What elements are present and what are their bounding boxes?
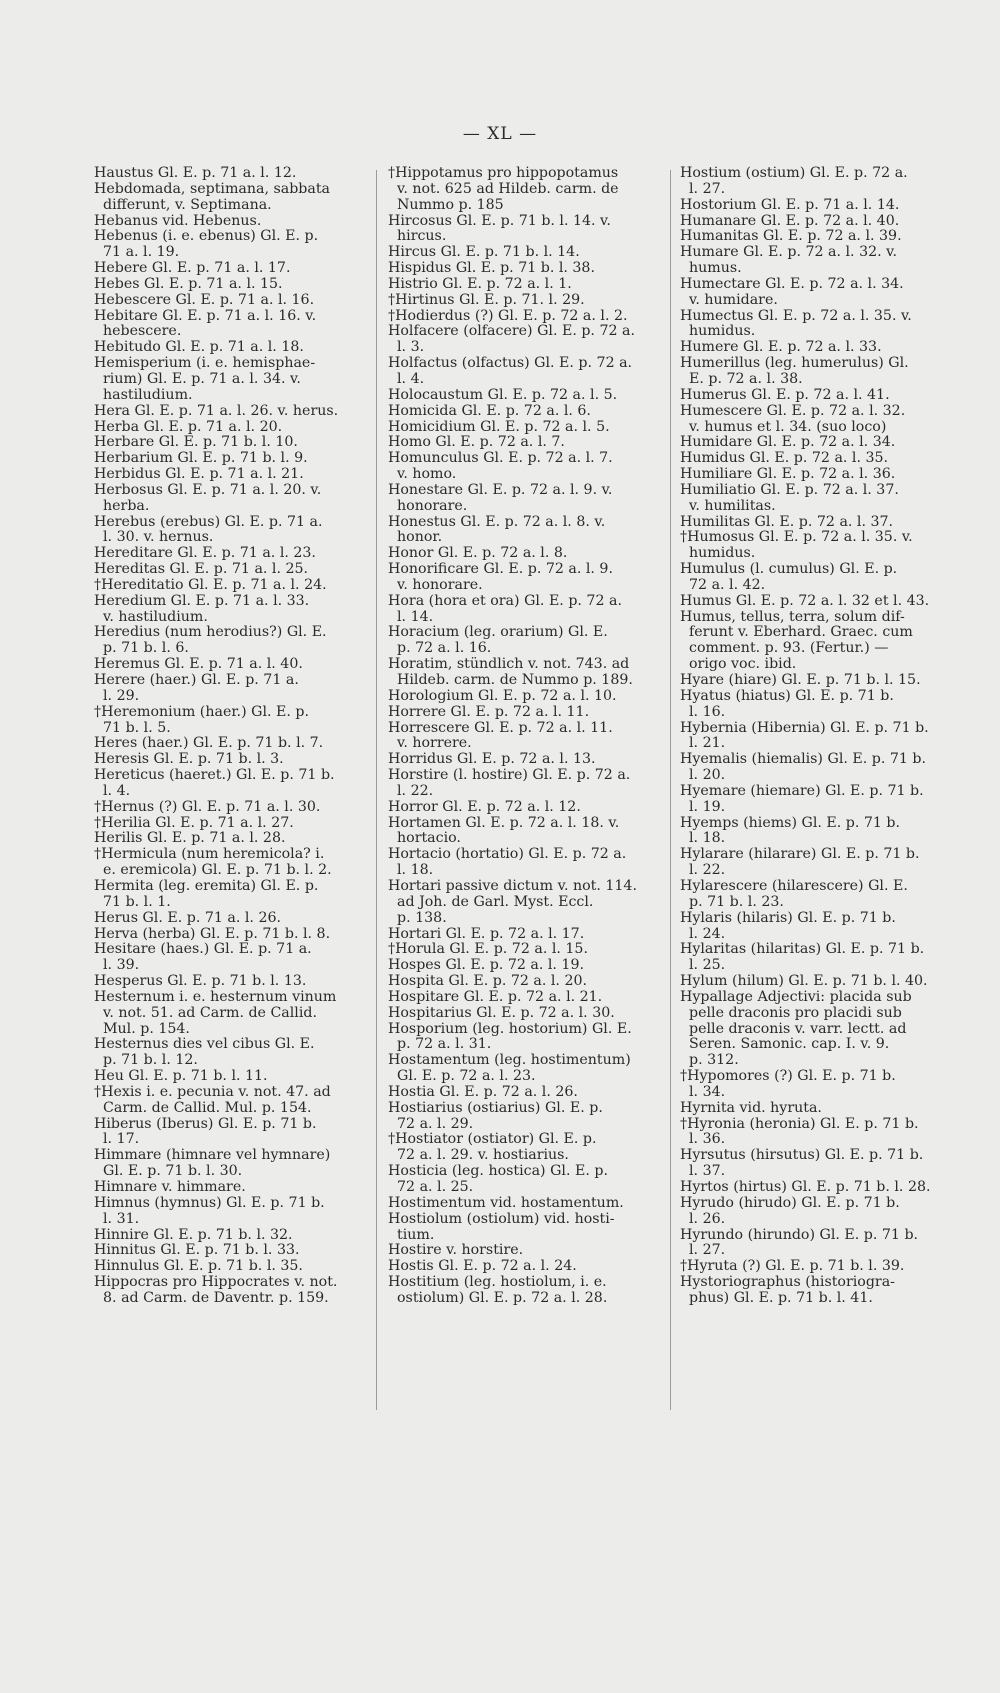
index-column-middle: †Hippotamus pro hippopotamus v. not. 625 ad Hildeb. carm. de Nummo p. 185 Hircosus Gl. E. p. 71 b. l. 14. v. hircus. Hircus Gl. E. p. 71 b. l. 14. Hispidus Gl. E. p. 71 b. l. 38. Histrio Gl. E. p. 72 a. l. 1. †Hirtinus Gl. E. p. 71. l. 29. †Hodierdus (?) Gl. E. p. 72 a. l. 2. Holfacere (olfacere) Gl. E. p. 72 a. l. 3. Holfactus (olfactus) Gl. E. p. 72 a. l. 4. Holocaustum Gl. E. p. 72 a. l. 5. Homicida Gl. E. p. 72 a. l. 6. Homicidium Gl. E. p. 72 a. l. 5. Homo Gl. E. p. 72 a. l. 7. Homunculus Gl. E. p. 72 a. l. 7. v. homo. Honestare Gl. E. p. 72 a. l. 9. v. honorare. Honestus Gl. E. p. 72 a. l. 8. v. honor. Honor Gl. E. p. 72 a. l. 8. Honorificare Gl. E. p. 72 a. l. 9. v. honorare. Hora (hora et ora) Gl. E. p. 72 a. l. 14. Horacium (leg. orarium) Gl. E. p. 72 a. l. 16. Horatim, stündlich v. not. 743. ad Hildeb. carm. de Nummo p. 189. Horologium Gl. E. p. 72 a. l. 10. Horrere Gl. E. p. 72 a. l. 11. Horrescere Gl. E. p. 72 a. l. 11. v. horrere. Horridus Gl. E. p. 72 a. l. 13. Horstire (l. hostire) Gl. E. p. 72 a. l. 22. Horror Gl. E. p. 72 a. l. 12. Hortamen Gl. E. p. 72 a. l. 18. v. hortacio. Hortacio (hortatio) Gl. E. p. 72 a. l. 18. Hortari passive dictum v. not. 114. ad Joh. de Garl. Myst. Eccl. p. 138. Hortari Gl. E. p. 72 a. l. 17. †Horula Gl. E. p. 72 a. l. 15. Hospes Gl. E. p. 72 a. l. 19. Hospita Gl. E. p. 72 a. l. 20. Hospitare Gl. E. p. 72 a. l. 21. Hospitarius Gl. E. p. 72 a. l. 30. Hosporium (leg. hostorium) Gl. E. p. 72 a. l. 31. Hostamentum (leg. hostimentum) Gl. E. p. 72 a. l. 23. Hostia Gl. E. p. 72 a. l. 26. Hostiarius (ostiarius) Gl. E. p. 72 a. l. 29. †Hostiator (ostiator) Gl. E. p. 72 a. l. 29. v. hostiarius. Hosticia (leg. hostica) Gl. E. p. 72 a. l. 25. Hostimentum vid. hostamentum. Hostiolum (ostiolum) vid. hosti- tium. Hostire v. horstire. Hostis Gl. E. p. 72 a. l. 24. Hostitium (leg. hostiolum, i. e. ostiolum) Gl. E. p. 72 a. l. 28. bbox=[388, 165, 637, 1306]
index-column-right: Hostium (ostium) Gl. E. p. 72 a. l. 27. Hostorium Gl. E. p. 71 a. l. 14. Humanare Gl. E. p. 72 a. l. 40. Humanitas Gl. E. p. 72 a. l. 39. Humare Gl. E. p. 72 a. l. 32. v. humus. Humectare Gl. E. p. 72 a. l. 34. v. humidare. Humectus Gl. E. p. 72 a. l. 35. v. humidus. Humere Gl. E. p. 72 a. l. 33. Humerillus (leg. humerulus) Gl. E. p. 72 a. l. 38. Humerus Gl. E. p. 72 a. l. 41. Humescere Gl. E. p. 72 a. l. 32. v. humus et l. 34. (suo loco) Humidare Gl. E. p. 72 a. l. 34. Humidus Gl. E. p. 72 a. l. 35. Humiliare Gl. E. p. 72 a. l. 36. Humiliatio Gl. E. p. 72 a. l. 37. v. humilitas. Humilitas Gl. E. p. 72 a. l. 37. †Humosus Gl. E. p. 72 a. l. 35. v. humidus. Humulus (l. cumulus) Gl. E. p. 72 a. l. 42. Humus Gl. E. p. 72 a. l. 32 et l. 43. Humus, tellus, terra, solum dif- ferunt v. Eberhard. Graec. cum comment. p. 93. (Fertur.) — origo voc. ibid. Hyare (hiare) Gl. E. p. 71 b. l. 15. Hyatus (hiatus) Gl. E. p. 71 b. l. 16. Hybernia (Hibernia) Gl. E. p. 71 b. l. 21. Hyemalis (hiemalis) Gl. E. p. 71 b. l. 20. Hyemare (hiemare) Gl. E. p. 71 b. l. 19. Hyemps (hiems) Gl. E. p. 71 b. l. 18. Hylarare (hilarare) Gl. E. p. 71 b. l. 22. Hylarescere (hilarescere) Gl. E. p. 71 b. l. 23. Hylaris (hilaris) Gl. E. p. 71 b. l. 24. Hylaritas (hilaritas) Gl. E. p. 71 b. l. 25. Hylum (hilum) Gl. E. p. 71 b. l. 40. Hypallage Adjectivi: placida sub pelle draconis pro placidi sub pelle draconis v. varr. lectt. ad Seren. Samonic. cap. I. v. 9. p. 312. †Hypomores (?) Gl. E. p. 71 b. l. 34. Hyrnita vid. hyruta. †Hyronia (heronia) Gl. E. p. 71 b. l. 36. Hyrsutus (hirsutus) Gl. E. p. 71 b. l. 37. Hyrtos (hirtus) Gl. E. p. 71 b. l. 28. Hyrudo (hirudo) Gl. E. p. 71 b. l. 26. Hyrundo (hirundo) Gl. E. p. 71 b. l. 27. †Hyruta (?) Gl. E. p. 71 b. l. 39. Hystoriographus (historiogra- phus) Gl. E. p. 71 b. l. 41. bbox=[680, 165, 931, 1306]
column-divider bbox=[376, 170, 377, 1410]
index-column-left: Haustus Gl. E. p. 71 a. l. 12. Hebdomada, septimana, sabbata differunt, v. Septimana. Hebanus vid. Hebenus. Hebenus (i. e. ebenus) Gl. E. p. 71 a. l. 19. Hebere Gl. E. p. 71 a. l. 17. Hebes Gl. E. p. 71 a. l. 15. Hebescere Gl. E. p. 71 a. l. 16. Hebitare Gl. E. p. 71 a. l. 16. v. hebescere. Hebitudo Gl. E. p. 71 a. l. 18. Hemisperium (i. e. hemisphae- rium) Gl. E. p. 71 a. l. 34. v. hastiludium. Hera Gl. E. p. 71 a. l. 26. v. herus. Herba Gl. E. p. 71 a. l. 20. Herbare Gl. E. p. 71 b. l. 10. Herbarium Gl. E. p. 71 b. l. 9. Herbidus Gl. E. p. 71 a. l. 21. Herbosus Gl. E. p. 71 a. l. 20. v. herba. Herebus (erebus) Gl. E. p. 71 a. l. 30. v. hernus. Hereditare Gl. E. p. 71 a. l. 23. Hereditas Gl. E. p. 71 a. l. 25. †Hereditatio Gl. E. p. 71 a. l. 24. Heredium Gl. E. p. 71 a. l. 33. v. hastiludium. Heredius (num herodius?) Gl. E. p. 71 b. l. 6. Heremus Gl. E. p. 71 a. l. 40. Herere (haer.) Gl. E. p. 71 a. l. 29. †Heremonium (haer.) Gl. E. p. 71 b. l. 5. Heres (haer.) Gl. E. p. 71 b. l. 7. Heresis Gl. E. p. 71 b. l. 3. Hereticus (haeret.) Gl. E. p. 71 b. l. 4. †Hernus (?) Gl. E. p. 71 a. l. 30. †Herilia Gl. E. p. 71 a. l. 27. Herilis Gl. E. p. 71 a. l. 28. †Hermicula (num heremicola? i. e. eremicola) Gl. E. p. 71 b. l. 2. Hermita (leg. eremita) Gl. E. p. 71 b. l. 1. Herus Gl. E. p. 71 a. l. 26. Herva (herba) Gl. E. p. 71 b. l. 8. Hesitare (haes.) Gl. E. p. 71 a. l. 39. Hesperus Gl. E. p. 71 b. l. 13. Hesternum i. e. hesternum vinum v. not. 51. ad Carm. de Callid. Mul. p. 154. Hesternus dies vel cibus Gl. E. p. 71 b. l. 12. Heu Gl. E. p. 71 b. l. 11. †Hexis i. e. pecunia v. not. 47. ad Carm. de Callid. Mul. p. 154. Hiberus (Iberus) Gl. E. p. 71 b. l. 17. Himmare (himnare vel hymnare) Gl. E. p. 71 b. l. 30. Himnare v. himmare. Himnus (hymnus) Gl. E. p. 71 b. l. 31. Hinnire Gl. E. p. 71 b. l. 32. Hinnitus Gl. E. p. 71 b. l. 33. Hinnulus Gl. E. p. 71 b. l. 35. Hippocras pro Hippocrates v. not. 8. ad Carm. de Daventr. p. 159. bbox=[94, 165, 339, 1306]
column-divider bbox=[670, 170, 671, 1410]
page-number: — XL — bbox=[462, 124, 538, 144]
